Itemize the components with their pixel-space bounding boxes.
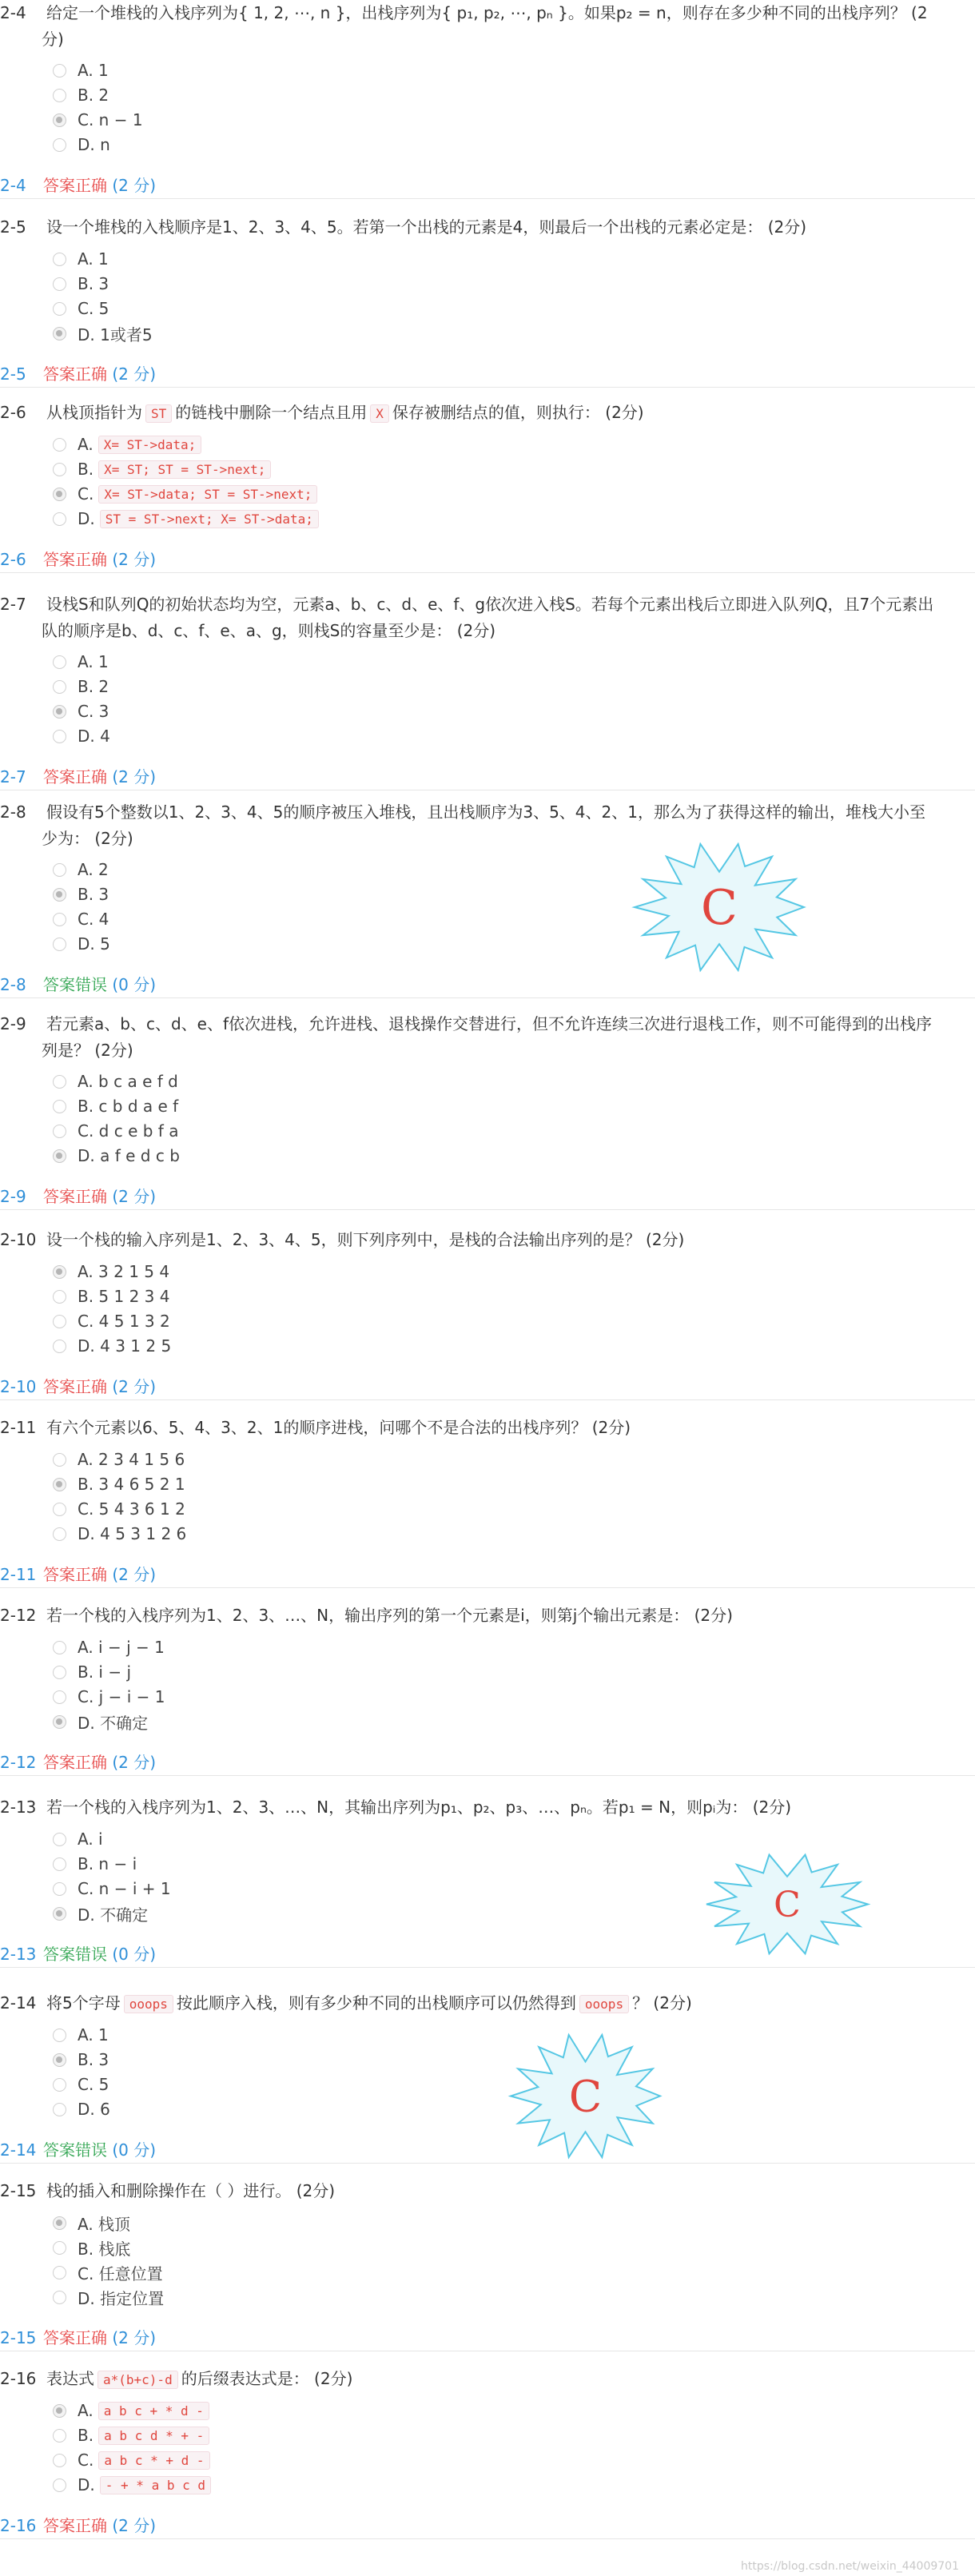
option-a[interactable] [53,1448,185,1471]
result-score: (2 分) [112,176,157,195]
question-number: 2-5 [0,217,26,237]
option-label: D. 4 3 1 2 5 [78,1336,172,1356]
radio-button[interactable] [53,1478,66,1491]
option-d[interactable] [53,2098,110,2120]
option-label: D. 1或者5 [78,324,153,344]
radio-button[interactable] [53,2078,66,2092]
question-stem [0,1227,967,1253]
question-stem [0,2178,967,2204]
option-a[interactable] [53,1070,178,1093]
option-b[interactable] [53,1285,170,1308]
radio-button[interactable] [53,888,66,902]
question-text: 少为： (2分) [42,829,133,848]
result-correct: 答案正确 [43,1753,107,1772]
inline-code: X [370,404,389,423]
question-text: 有六个元素以6、5、4、3、2、1的顺序进栈，问哪个不是合法的出栈序列？ (2分) [46,1418,631,1437]
question-stem [0,591,967,644]
radio-button[interactable] [53,705,66,719]
option-d[interactable] [53,1710,148,1733]
result-score: (2 分) [112,2516,157,2535]
option-code: - + * a b c d [100,2476,211,2494]
radio-button[interactable] [53,913,66,926]
option-a[interactable] [53,248,109,270]
question-stem [0,1794,967,1821]
option-label: A. 1 [78,2025,109,2044]
question-text: 设一个堆栈的入栈顺序是1、2、3、4、5。若第一个出栈的元素是4，则最后一个出栈的元素必定是： (2分) [46,217,807,237]
radio-button[interactable] [53,730,66,743]
question-stem [0,799,967,852]
result-correct: 答案正确 [43,1187,107,1206]
option-label: C. 3 [78,702,109,721]
option-a[interactable] [53,2399,209,2422]
inline-code: ooops [579,1995,629,2013]
result-line [0,1750,975,1776]
option-label: D. 4 5 3 1 2 6 [78,1524,187,1543]
radio-button[interactable] [53,1690,66,1704]
option-c[interactable] [53,1686,165,1708]
inline-code: a*(b+c)-d [98,2371,178,2389]
radio-button[interactable] [53,302,66,316]
option-label: C. [78,484,94,504]
radio-button[interactable] [53,2053,66,2067]
option-label: A. 1 [78,652,109,671]
radio-button[interactable] [53,2454,66,2467]
radio-button[interactable] [53,463,66,476]
question-number: 2-15 [0,2181,37,2200]
stamp-letter: C [774,1884,801,1925]
radio-button[interactable] [53,655,66,669]
option-b[interactable] [53,1473,185,1495]
option-code: X= ST->data; ST = ST->next; [98,485,317,504]
option-label: A. 2 [78,860,109,879]
option-c[interactable] [53,483,317,505]
option-b[interactable] [53,883,109,906]
option-label: B. 5 1 2 3 4 [78,1287,170,1306]
option-label: D. a f e d c b [78,1146,180,1165]
result-line [0,972,975,998]
result-score: (0 分) [112,975,157,994]
option-c[interactable] [53,1498,185,1520]
radio-button[interactable] [53,1857,66,1871]
option-d[interactable] [53,1335,171,1357]
option-label: C. 5 [78,299,109,318]
radio-button[interactable] [53,89,66,102]
option-a[interactable] [53,2212,130,2234]
option-c[interactable] [53,2261,163,2283]
option-c[interactable] [53,700,109,723]
option-code: ST = ST->next; X= ST->data; [100,510,319,528]
radio-button[interactable] [53,1882,66,1896]
option-c[interactable] [53,2449,210,2471]
option-a[interactable] [53,433,201,456]
question-stem [0,1415,967,1441]
result-score: (2 分) [112,1565,157,1584]
result-score: (2 分) [112,1377,157,1396]
option-d[interactable] [53,508,319,530]
result-number: 2-16 [0,2516,37,2535]
question-stem [0,0,967,53]
radio-button[interactable] [53,1340,66,1353]
question-text: 列是？ (2分) [42,1041,133,1060]
radio-button[interactable] [53,2291,66,2304]
question-number: 2-8 [0,802,26,822]
result-score: (2 分) [112,1753,157,1772]
question-text: 设栈S和队列Q的初始状态均为空，元素a、b、c、d、e、f、g依次进入栈S。若每个元素出栈后立即进入队列Q，且7个元素出 [46,595,934,614]
option-d[interactable] [53,1523,186,1545]
radio-button[interactable] [53,438,66,452]
result-line [0,2513,975,2539]
result-line [0,1562,975,1588]
radio-button[interactable] [53,1290,66,1304]
radio-button[interactable] [53,1666,66,1679]
option-d[interactable] [53,1902,148,1925]
question-text: 按此顺序入栈，则有多少种不同的出栈顺序可以仍然得到 [176,1993,576,2013]
question-text: ？ (2分) [632,1993,692,2013]
radio-button[interactable] [53,2429,66,2443]
radio-button[interactable] [53,1641,66,1654]
result-correct: 答案正确 [43,1377,107,1396]
option-a[interactable] [53,2024,109,2046]
radio-button[interactable] [53,1833,66,1846]
result-line [0,764,975,790]
question-text: 若一个栈的入栈序列为1、2、3、…、N，其输出序列为p₁、p₂、p₃、…、pₙ。若p₁ = N，则pᵢ为： (2分) [46,1798,792,1817]
option-c[interactable] [53,297,109,320]
question-stem [0,1011,967,1064]
option-a[interactable] [53,651,109,673]
option-code: a b c * + d - [98,2451,209,2470]
option-label: B. 栈底 [78,2239,131,2259]
option-label: B. 3 [78,274,109,293]
option-label: A. i − j − 1 [78,1638,165,1657]
question-stem [0,1603,967,1629]
question-number: 2-9 [0,1014,26,1033]
option-b[interactable] [53,675,109,698]
question-stem [0,1990,967,2017]
radio-button[interactable] [53,1149,66,1163]
option-label: D. 6 [78,2100,110,2119]
radio-button[interactable] [53,1453,66,1467]
question-number: 2-4 [0,3,26,22]
option-b[interactable] [53,1095,178,1117]
watermark: https://blog.csdn.net/weixin_44009701 [740,2560,959,2573]
question-text: 表达式 [46,2369,94,2388]
option-label: A. 栈顶 [78,2214,131,2234]
option-label: D. 不确定 [78,1713,149,1733]
result-number: 2-10 [0,1377,37,1396]
radio-button[interactable] [53,1907,66,1921]
option-label: A. b c a e f d [78,1072,178,1091]
result-correct: 答案正确 [43,2328,107,2347]
result-score: (2 分) [112,1187,157,1206]
result-number: 2-5 [0,364,26,384]
question-text: 假设有5个整数以1、2、3、4、5的顺序被压入堆栈，且出栈顺序为3、5、4、2、1，那么为了获得这样的输出，堆栈大小至 [46,802,925,822]
question-number: 2-16 [0,2369,37,2388]
stamp-burst [631,839,807,975]
result-correct: 答案正确 [43,364,107,384]
question-number: 2-10 [0,1230,37,1249]
result-score: (2 分) [112,550,157,569]
option-code: a b c d * + - [98,2427,209,2445]
option-label: D. 5 [78,934,110,954]
grade-stamp [703,1850,871,1958]
option-d[interactable] [53,2286,164,2308]
option-d[interactable] [53,1145,180,1167]
radio-button[interactable] [53,1715,66,1729]
option-label: A. 2 3 4 1 5 6 [78,1450,185,1469]
radio-button[interactable] [53,2103,66,2116]
question-text: 队的顺序是b、d、c、f、e、a、g，则栈S的容量至少是： (2分) [42,621,496,640]
option-c[interactable] [53,2073,109,2096]
option-label: B. 3 [78,2050,109,2069]
question-text: 的链栈中删除一个结点且用 [175,403,368,422]
stamp-burst [703,1850,871,1958]
option-label: C. [78,2451,94,2470]
result-line [0,547,975,573]
option-d[interactable] [53,322,153,344]
option-label: C. n − i + 1 [78,1879,171,1898]
result-line [0,361,975,388]
question-text: 若元素a、b、c、d、e、f依次进栈，允许进栈、退栈操作交替进行，但不允许连续三次进行退栈工作，则不可能得到的出栈序 [46,1014,932,1033]
radio-button[interactable] [53,113,66,127]
radio-button[interactable] [53,253,66,266]
question-text: 从栈顶指针为 [46,403,142,422]
radio-button[interactable] [53,138,66,152]
question-text: 若一个栈的入栈序列为1、2、3、…、N，输出序列的第一个元素是i，则第j个输出元素是： (2分) [46,1606,733,1625]
option-c[interactable] [53,1877,171,1900]
option-label: B. c b d a e f [78,1097,179,1116]
option-label: B. 3 [78,885,109,904]
inline-code: ST [145,404,172,423]
result-line [0,2137,975,2164]
option-label: B. 2 [78,677,109,696]
option-label: C. 5 4 3 6 1 2 [78,1499,185,1519]
option-b[interactable] [53,1661,131,1683]
question-text: 给定一个堆栈的入栈序列为{ 1, 2, ⋯, n }，出栈序列为{ p₁, p₂, ⋯, pₙ }。如果p₂ = n，则存在多少种不同的出栈序列？ (2 [46,3,928,22]
option-code: X= ST; ST = ST->next; [98,460,271,479]
result-score: (0 分) [112,2140,157,2160]
radio-button[interactable] [53,1527,66,1541]
radio-button[interactable] [53,1503,66,1516]
option-label: C. j − i − 1 [78,1687,165,1706]
option-label: C. n − 1 [78,110,143,129]
radio-button[interactable] [53,1265,66,1279]
option-label: B. [78,460,94,479]
option-label: A. i [78,1829,103,1849]
question-stem [0,400,967,427]
option-c[interactable] [53,908,109,930]
result-wrong: 答案错误 [43,975,107,994]
result-score: (2 分) [112,767,157,786]
result-correct: 答案正确 [43,2516,107,2535]
question-stem [0,2366,967,2393]
question-number: 2-11 [0,1418,37,1437]
question-text: 的后缀表达式是： (2分) [181,2369,353,2388]
question-number: 2-6 [0,403,26,422]
radio-button[interactable] [53,680,66,694]
result-score: (0 分) [112,1945,157,1964]
result-score: (2 分) [112,2328,157,2347]
result-correct: 答案正确 [43,176,107,195]
option-code: a b c + * d - [98,2402,209,2420]
result-number: 2-14 [0,2140,37,2160]
result-line [0,1184,975,1210]
option-d[interactable] [53,2474,211,2496]
option-c[interactable] [53,1310,170,1332]
option-b[interactable] [53,2236,130,2259]
radio-button[interactable] [53,2241,66,2255]
option-a[interactable] [53,1828,103,1850]
question-text: 分) [42,30,64,49]
option-c[interactable] [53,1120,178,1142]
radio-button[interactable] [53,277,66,291]
result-number: 2-4 [0,176,26,195]
option-c[interactable] [53,109,143,131]
radio-button[interactable] [53,1315,66,1328]
question-number: 2-12 [0,1606,37,1625]
radio-button[interactable] [53,327,66,340]
option-label: B. 2 [78,86,109,105]
option-label: D. n [78,135,110,154]
result-number: 2-6 [0,550,26,569]
stamp-burst [507,2030,663,2162]
option-a[interactable] [53,1636,165,1658]
option-a[interactable] [53,1260,169,1283]
option-label: B. [78,2426,94,2445]
result-number: 2-7 [0,767,26,786]
option-label: A. 1 [78,61,109,80]
option-label: B. 3 4 6 5 2 1 [78,1475,185,1494]
option-label: A. 3 2 1 5 4 [78,1262,170,1281]
option-label: D. 4 [78,727,110,746]
question-number: 2-13 [0,1798,37,1817]
result-score: (2 分) [112,364,157,384]
option-d[interactable] [53,133,110,156]
radio-button[interactable] [53,2404,66,2418]
radio-button[interactable] [53,512,66,526]
option-b[interactable] [53,84,109,106]
result-number: 2-12 [0,1753,37,1772]
question-number: 2-14 [0,1993,37,2013]
result-number: 2-15 [0,2328,37,2347]
option-label: B. n − i [78,1854,137,1873]
option-b[interactable] [53,2424,209,2447]
option-d[interactable] [53,725,110,747]
option-label: D. [78,509,95,528]
option-b[interactable] [53,458,271,480]
radio-button[interactable] [53,1125,66,1138]
option-b[interactable] [53,1853,137,1875]
stamp-letter: C [568,2071,603,2122]
result-number: 2-8 [0,975,26,994]
result-line [0,2325,975,2351]
option-d[interactable] [53,933,110,955]
grade-stamp [631,839,807,975]
result-number: 2-13 [0,1945,37,1964]
option-label: D. 不确定 [78,1905,149,1925]
question-text: 将5个字母 [46,1993,121,2013]
result-line [0,173,975,199]
question-number: 2-7 [0,595,26,614]
option-label: A. 1 [78,249,109,269]
result-number: 2-11 [0,1565,37,1584]
result-correct: 答案正确 [43,767,107,786]
radio-button[interactable] [53,2478,66,2492]
radio-button[interactable] [53,938,66,951]
radio-button[interactable] [53,2029,66,2042]
result-wrong: 答案错误 [43,1945,107,1964]
option-label: B. i − j [78,1662,132,1682]
result-number: 2-9 [0,1187,26,1206]
question-text: 保存被删结点的值，则执行： (2分) [392,403,644,422]
option-code: X= ST->data; [98,436,202,454]
question-stem [0,214,967,241]
radio-button[interactable] [53,2216,66,2230]
question-text: 栈的插入和删除操作在（ ）进行。 (2分) [46,2181,336,2200]
option-label: A. [78,435,94,454]
radio-button[interactable] [53,2266,66,2279]
result-wrong: 答案错误 [43,2140,107,2160]
inline-code: ooops [124,1995,173,2013]
option-b[interactable] [53,2048,109,2071]
result-line [0,1374,975,1400]
radio-button[interactable] [53,64,66,78]
option-a[interactable] [53,858,109,881]
option-label: C. 任意位置 [78,2263,163,2283]
option-label: D. [78,2475,95,2494]
grade-stamp [507,2030,663,2162]
option-label: C. 4 [78,910,109,929]
option-b[interactable] [53,273,109,295]
option-label: C. 5 [78,2075,109,2094]
option-label: A. [78,2401,94,2420]
option-a[interactable] [53,59,109,82]
radio-button[interactable] [53,1100,66,1113]
result-correct: 答案正确 [43,1565,107,1584]
radio-button[interactable] [53,863,66,877]
option-label: D. 指定位置 [78,2288,165,2308]
radio-button[interactable] [53,1075,66,1089]
option-label: C. d c e b f a [78,1121,179,1141]
radio-button[interactable] [53,488,66,501]
option-label: C. 4 5 1 3 2 [78,1312,170,1331]
stamp-letter: C [701,880,738,936]
result-correct: 答案正确 [43,550,107,569]
question-text: 设一个栈的输入序列是1、2、3、4、5，则下列序列中，是栈的合法输出序列的是？ (2分) [46,1230,685,1249]
